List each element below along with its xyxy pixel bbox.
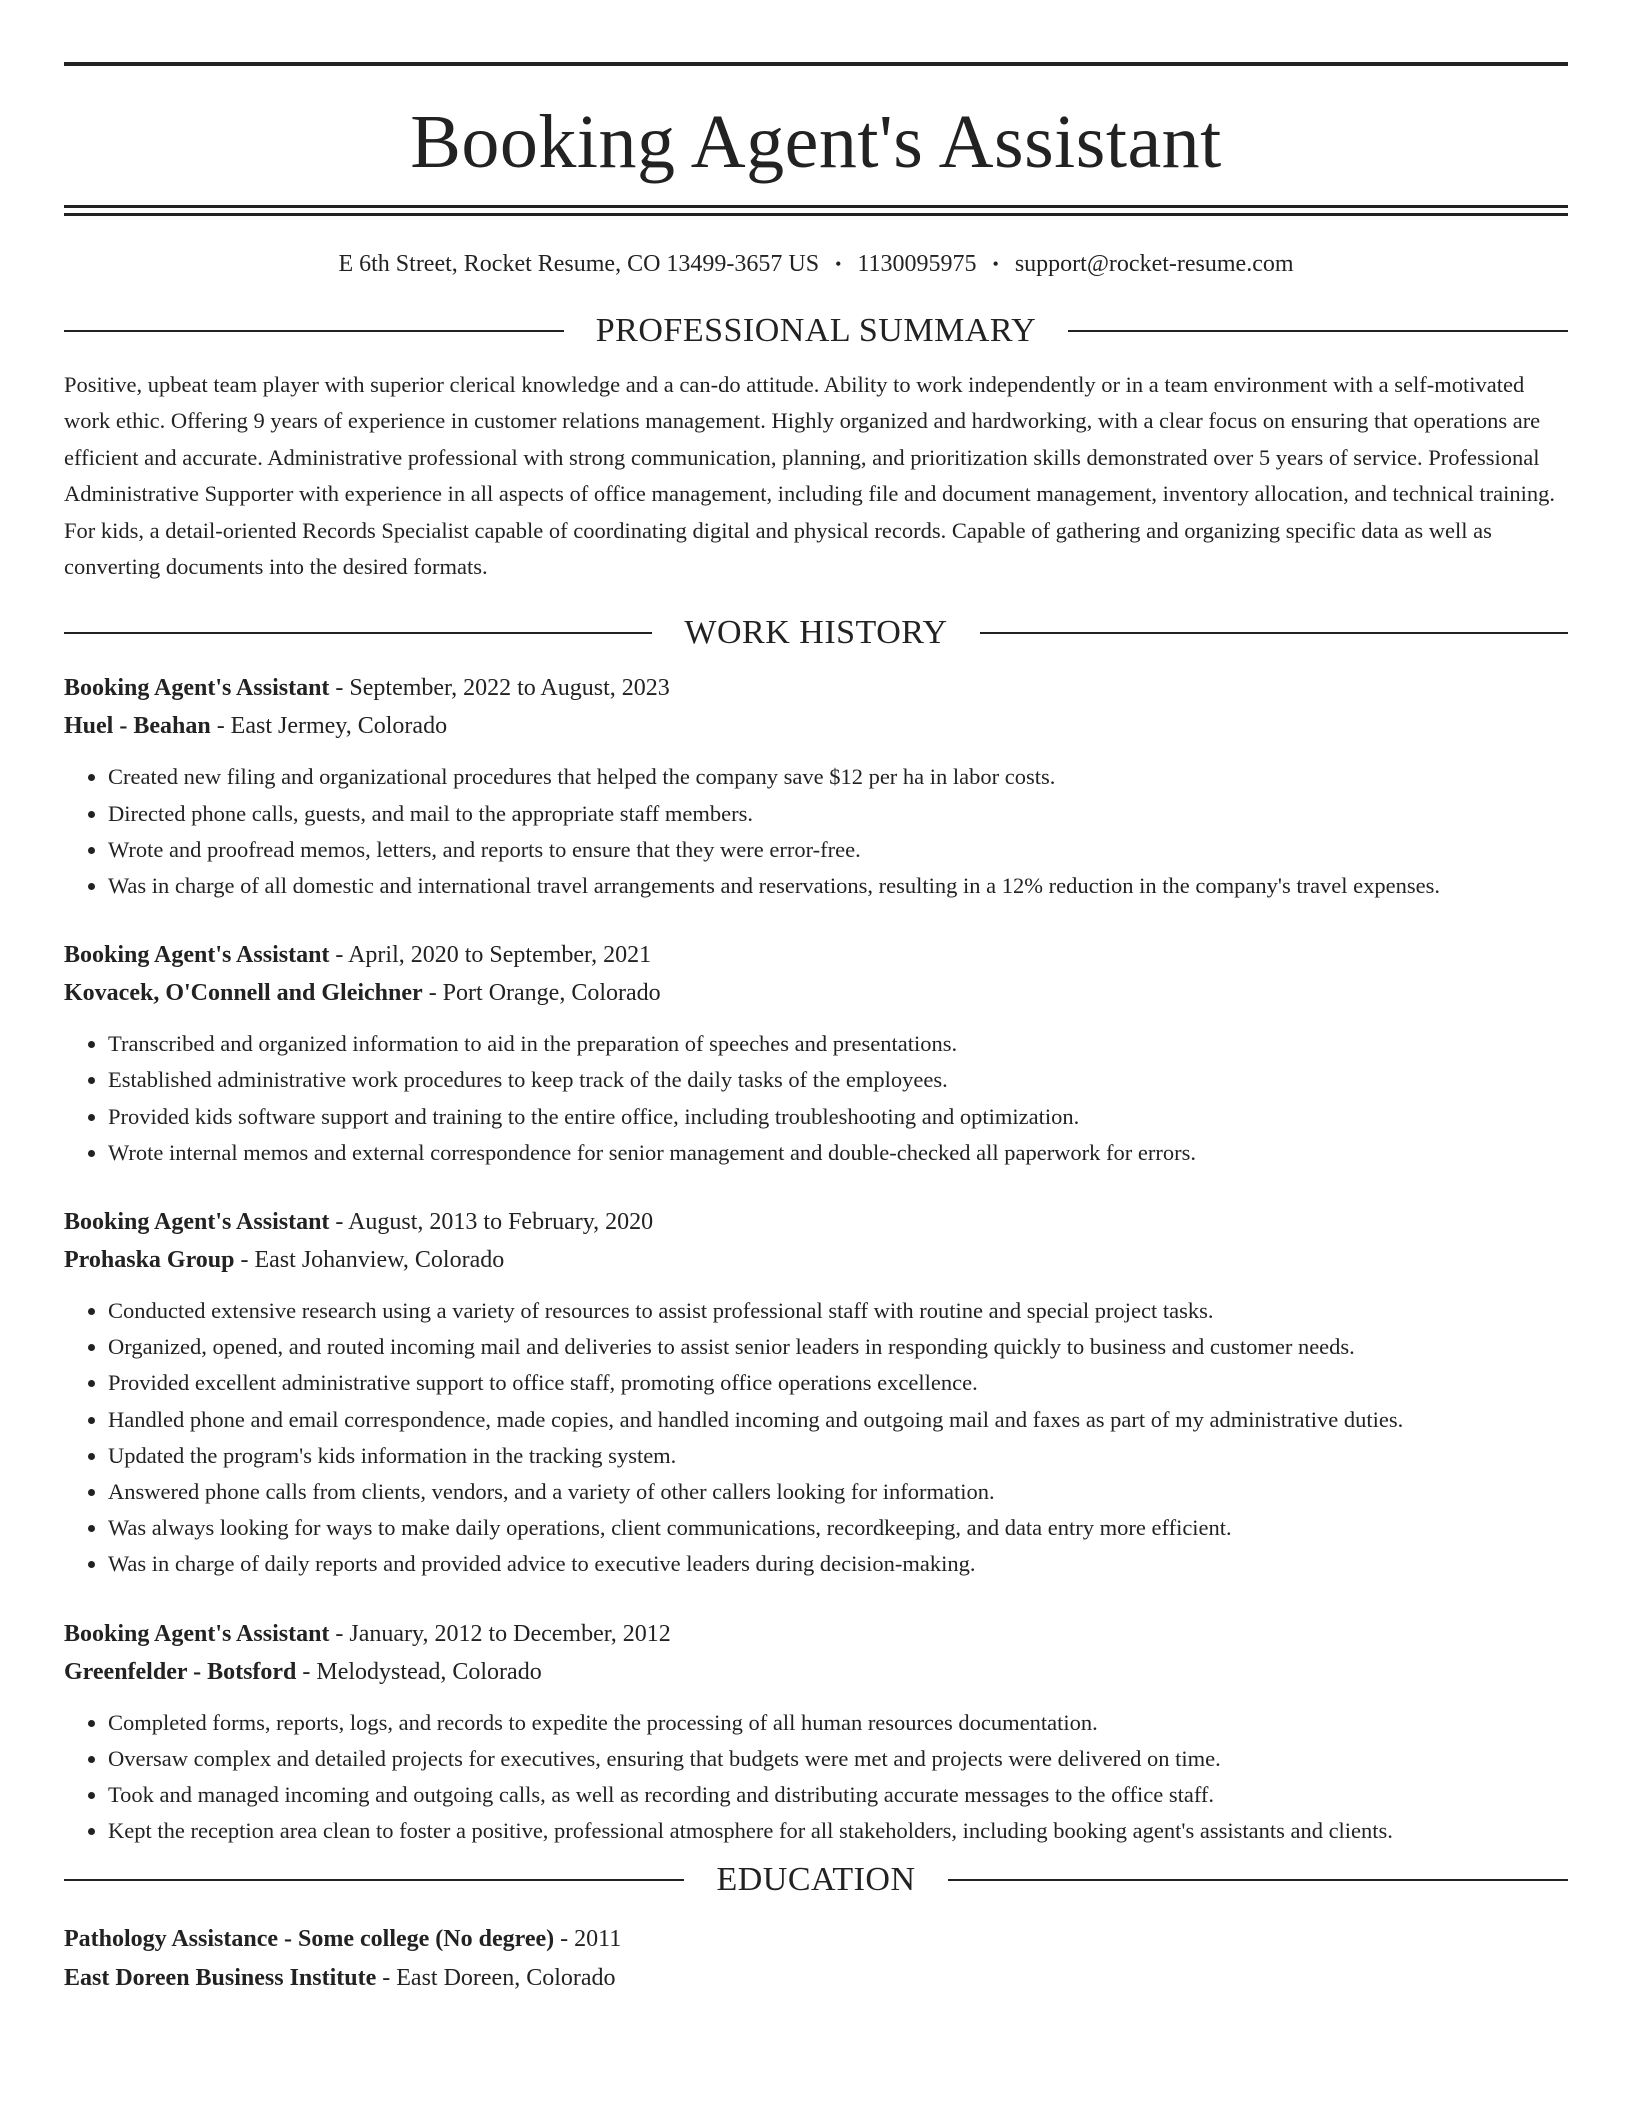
job-title-line: [64, 936, 1568, 974]
job-bullet: • Was in charge of all domestic and international travel arrangements and reservations, resulting in a 12% reduction in the company's travel expenses.: [108, 868, 1568, 904]
job-bullet: • Was in charge of daily reports and provided advice to executive leaders during decision-making.: [108, 1546, 1568, 1582]
job-bullet: • Wrote and proofread memos, letters, and reports to ensure that they were error-free.: [108, 832, 1568, 868]
job-entry: [64, 936, 1568, 1171]
job-bullet: • Established administrative work procedures to keep track of the daily tasks of the employees.: [108, 1062, 1568, 1098]
job-location: - Melodystead, Colorado: [296, 1658, 542, 1685]
job-bullet: • Completed forms, reports, logs, and records to expedite the processing of all human resources documentation.: [108, 1705, 1568, 1741]
job-title-line: [64, 669, 1568, 707]
job-bullet: • Provided excellent administrative support to office staff, promoting office operations excellence.: [108, 1365, 1568, 1401]
job-bullet: • Transcribed and organized information to aid in the preparation of speeches and presentations.: [108, 1026, 1568, 1062]
education-degree-line: [64, 1920, 1568, 1959]
job-company: Kovacek, O'Connell and Gleichner: [64, 980, 423, 1007]
job-bullet: • Provided kids software support and training to the entire office, including troubleshooting and optimization.: [108, 1099, 1568, 1135]
job-role: Booking Agent's Assistant: [64, 1620, 330, 1647]
job-bullet: • Kept the reception area clean to foster a positive, professional atmosphere for all stakeholders, including booking agent's assistants and clients.: [108, 1813, 1568, 1849]
job-company-line: [64, 1653, 1568, 1691]
job-title-line: [64, 1615, 1568, 1653]
contact-phone: 1130095975: [857, 251, 977, 277]
job-dates: - April, 2020 to September, 2021: [329, 942, 652, 969]
education-year: - 2011: [554, 1925, 622, 1952]
job-company-line: [64, 707, 1568, 745]
job-bullet: • Handled phone and email correspondence, made copies, and handled incoming and outgoing mail and faxes as part of my administrative duties.: [108, 1402, 1568, 1438]
job-role: Booking Agent's Assistant: [64, 675, 330, 702]
contact-address: E 6th Street, Rocket Resume, CO 13499-3657 US: [338, 251, 820, 277]
job-role: Booking Agent's Assistant: [64, 1209, 330, 1236]
job-dates: - August, 2013 to February, 2020: [329, 1209, 654, 1236]
job-bullet: • Directed phone calls, guests, and mail to the appropriate staff members.: [108, 796, 1568, 832]
heading-rule-left: [64, 330, 564, 332]
top-rule: [64, 62, 1568, 66]
job-location: - East Jermey, Colorado: [210, 713, 448, 740]
summary-heading: [64, 309, 1568, 353]
job-entry: [64, 669, 1568, 904]
job-dates: - January, 2012 to December, 2012: [329, 1620, 671, 1647]
heading-rule-right: [980, 632, 1568, 634]
job-location: - East Johanview, Colorado: [234, 1247, 505, 1274]
job-bullet: • Updated the program's kids information in the tracking system.: [108, 1438, 1568, 1474]
education-title: EDUCATION: [716, 1860, 916, 1898]
job-dates: - September, 2022 to August, 2023: [329, 675, 670, 702]
job-company-line: [64, 1241, 1568, 1279]
education-school-line: [64, 1959, 1568, 1998]
contact-email: support@rocket-resume.com: [1014, 251, 1294, 277]
job-bullet: • Oversaw complex and detailed projects for executives, ensuring that budgets were met and projects were delivered on time.: [108, 1741, 1568, 1777]
summary-title: PROFESSIONAL SUMMARY: [595, 312, 1037, 349]
contact-line: [64, 249, 1568, 279]
job-title-line: [64, 1203, 1568, 1241]
job-company: Prohaska Group: [64, 1247, 235, 1274]
job-bullets: [64, 1293, 1568, 1583]
job-location: - Port Orange, Colorado: [422, 980, 661, 1007]
job-bullet: • Wrote internal memos and external correspondence for senior management and double-checked all paperwork for errors.: [108, 1135, 1568, 1171]
work-list: [64, 669, 1568, 1849]
job-bullet: • Conducted extensive research using a variety of resources to assist professional staff with routine and special project tasks.: [108, 1293, 1568, 1329]
job-entry: [64, 1203, 1568, 1583]
work-heading: [64, 611, 1568, 655]
education-entry: [64, 1920, 1568, 1998]
heading-rule-right: [1068, 330, 1568, 332]
contact-separator: •: [992, 254, 999, 274]
job-bullets: [64, 1705, 1568, 1850]
education-heading: [64, 1858, 1568, 1902]
double-rule: [64, 205, 1568, 216]
heading-rule-left: [64, 632, 652, 634]
job-entry: [64, 1615, 1568, 1850]
job-company: Huel - Beahan: [64, 713, 211, 740]
heading-rule-right: [948, 1879, 1568, 1881]
contact-separator: •: [835, 254, 842, 274]
job-bullet: • Was always looking for ways to make daily operations, client communications, recordkeeping, and data entry more efficient.: [108, 1510, 1568, 1546]
job-bullet: • Took and managed incoming and outgoing calls, as well as recording and distributing accurate messages to the office staff.: [108, 1777, 1568, 1813]
job-bullet: • Answered phone calls from clients, vendors, and a variety of other callers looking for information.: [108, 1474, 1568, 1510]
job-bullets: [64, 1026, 1568, 1171]
education-location: - East Doreen, Colorado: [376, 1964, 616, 1991]
job-bullets: [64, 759, 1568, 904]
job-company: Greenfelder - Botsford: [64, 1658, 297, 1685]
work-title: WORK HISTORY: [684, 614, 948, 652]
education-school: East Doreen Business Institute: [64, 1964, 377, 1991]
education-degree: Pathology Assistance - Some college (No degree): [64, 1925, 555, 1952]
resume-name: Booking Agent's Assistant: [410, 100, 1222, 184]
summary-text: Positive, upbeat team player with superior clerical knowledge and a can-do attitude. Ability to work independently or in a team environment with a self-motivated work ethic. Offering 9 years of experience in customer relations management. Highly organized and hardworking, with a clear focus on ensuring that operations are efficient and accurate. Administrative professional with strong communication, planning, and prioritization skills demonstrated over 5 years of service. Professional Administrative Supporter with experience in all aspects of office management, including file and document management, inventory allocation, and technical training. For kids, a detail-oriented Records Specialist capable of coordinating digital and physical records. Capable of gathering and organizing specific data as well as converting documents into the desired formats.: [64, 372, 1555, 580]
resume-sheet: [64, 62, 1568, 1998]
job-bullet: • Created new filing and organizational procedures that helped the company save $12 per ha in labor costs.: [108, 759, 1568, 795]
job-bullet: • Organized, opened, and routed incoming mail and deliveries to assist senior leaders in responding quickly to business and customer needs.: [108, 1329, 1568, 1365]
job-company-line: [64, 974, 1568, 1012]
job-role: Booking Agent's Assistant: [64, 942, 330, 969]
heading-rule-left: [64, 1879, 684, 1881]
